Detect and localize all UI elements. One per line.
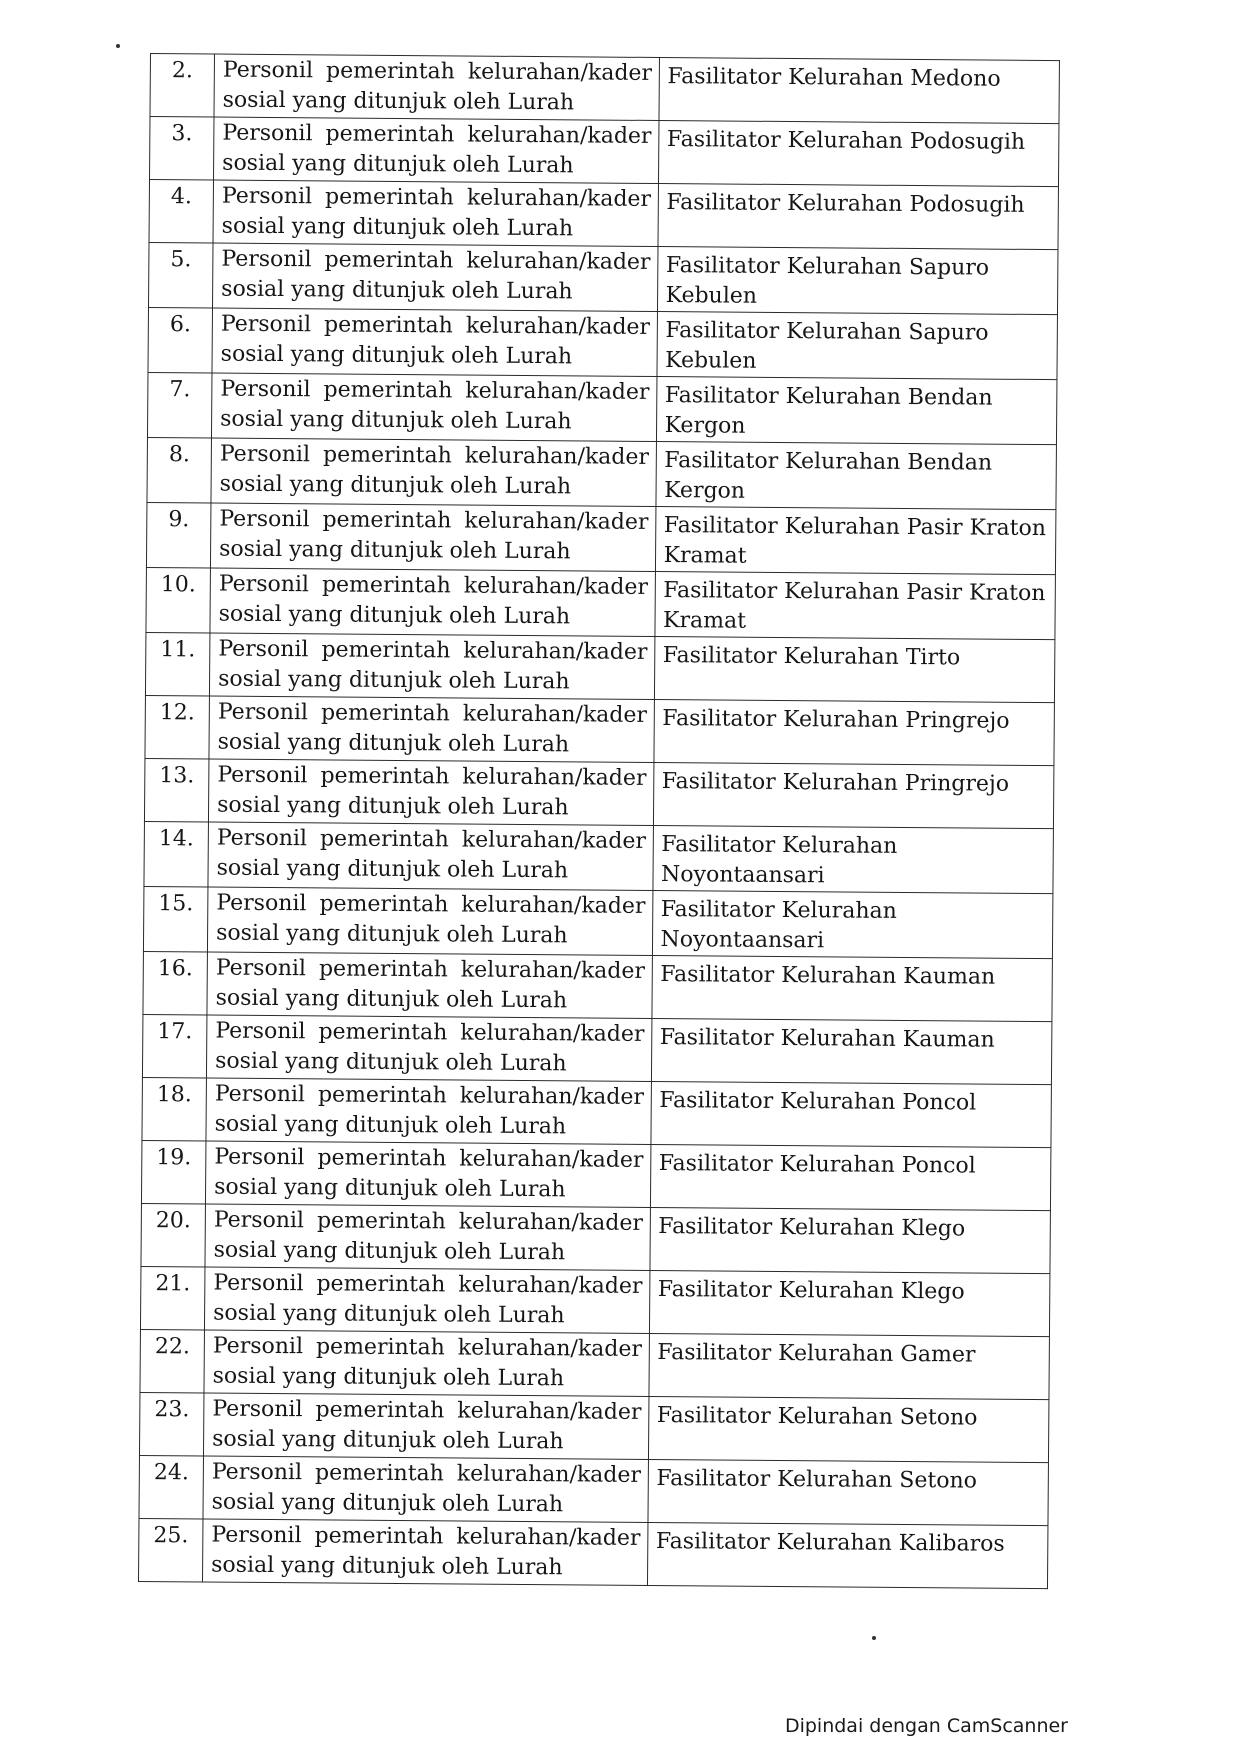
- facilitator-role: Fasilitator Kelurahan Poncol: [650, 1081, 1051, 1147]
- row-number: 15.: [143, 886, 208, 952]
- facilitator-role: Fasilitator Kelurahan Klego: [649, 1270, 1050, 1336]
- row-number: 4.: [149, 180, 214, 244]
- description-line-1: Personil pemerintah kelurahan/kader: [214, 1081, 645, 1110]
- personnel-description: [204, 1330, 649, 1396]
- facilitator-role: Fasilitator Kelurahan Tirto: [654, 636, 1055, 702]
- table-body: [138, 54, 1059, 1589]
- row-number: 13.: [144, 758, 209, 822]
- row-number: 14.: [144, 821, 209, 887]
- description-line-2: sosial yang ditunjuk oleh Lurah: [215, 985, 568, 1014]
- camscanner-footer: Dipindai dengan CamScanner: [784, 1715, 1068, 1737]
- row-number: 12.: [145, 695, 210, 759]
- description-line-1: Personil pemerintah kelurahan/kader: [222, 120, 652, 149]
- personnel-description: [209, 759, 654, 825]
- facilitator-role: Fasilitator Kelurahan Sapuro Kebulen: [657, 246, 1058, 314]
- description-line-2: sosial yang ditunjuk oleh Lurah: [218, 666, 570, 695]
- table-row: [149, 180, 1058, 250]
- facilitator-role: Fasilitator Kelurahan Sapuro Kebulen: [657, 311, 1058, 379]
- table-row: [149, 242, 1058, 314]
- facilitator-role: Fasilitator Kelurahan Bendan Kergon: [656, 376, 1057, 444]
- description-line-2: sosial yang ditunjuk oleh Lurah: [215, 1048, 567, 1077]
- facilitator-role: Fasilitator Kelurahan Podosugih: [658, 183, 1059, 249]
- description-line-2: sosial yang ditunjuk oleh Lurah: [214, 1111, 567, 1140]
- description-line-1: Personil pemerintah kelurahan/kader: [219, 441, 650, 470]
- description-line-2: sosial yang ditunjuk oleh Lurah: [217, 792, 569, 821]
- facilitator-role: Fasilitator Kelurahan Medono: [659, 57, 1060, 123]
- row-number: 21.: [140, 1266, 205, 1330]
- row-number: 7.: [147, 372, 212, 438]
- facilitator-role: Fasilitator Kelurahan Setono: [648, 1459, 1049, 1525]
- description-line-1: Personil pemerintah kelurahan/kader: [219, 506, 649, 535]
- table-row: [144, 758, 1053, 828]
- description-line-2: sosial yang ditunjuk oleh Lurah: [222, 87, 575, 116]
- table-row: [150, 117, 1059, 187]
- table-row: [143, 951, 1052, 1021]
- facilitator-role: Fasilitator Kelurahan Kalibaros: [647, 1522, 1048, 1588]
- description-line-1: Personil pemerintah kelurahan/kader: [222, 57, 653, 86]
- description-line-2: sosial yang ditunjuk oleh Lurah: [211, 1489, 564, 1518]
- row-number: 6.: [148, 307, 213, 373]
- table-row: [139, 1455, 1048, 1525]
- table-row: [139, 1392, 1048, 1462]
- facilitator-role: Fasilitator Kelurahan Setono: [648, 1396, 1049, 1462]
- row-number: 8.: [147, 437, 212, 503]
- table-row: [150, 54, 1059, 124]
- personnel-description: [208, 887, 653, 955]
- personnel-description: [213, 243, 658, 311]
- table-row: [140, 1329, 1049, 1399]
- description-line-1: Personil pemerintah kelurahan/kader: [216, 890, 646, 919]
- row-number: 23.: [139, 1392, 204, 1456]
- row-number: 20.: [141, 1203, 206, 1267]
- personnel-description: [212, 373, 657, 441]
- table-row: [146, 502, 1055, 574]
- description-line-1: Personil pemerintah kelurahan/kader: [214, 1144, 644, 1173]
- facilitator-role: Fasilitator Kelurahan Pasir Kraton Kramat: [655, 506, 1056, 574]
- description-line-1: Personil pemerintah kelurahan/kader: [212, 1333, 643, 1362]
- facilitator-role: Fasilitator Kelurahan Pringrejo: [653, 762, 1054, 828]
- table-row: [138, 1518, 1047, 1588]
- row-number: 24.: [139, 1455, 204, 1519]
- personnel-description: [207, 952, 652, 1018]
- personnel-description: [212, 308, 657, 376]
- row-number: 22.: [140, 1329, 205, 1393]
- row-number: 3.: [150, 117, 215, 181]
- facilitator-role: Fasilitator Kelurahan Poncol: [650, 1144, 1051, 1210]
- facilitator-role: Fasilitator Kelurahan Kauman: [651, 1018, 1052, 1084]
- table-row: [140, 1266, 1049, 1336]
- scan-speck: [872, 1636, 876, 1640]
- description-line-2: sosial yang ditunjuk oleh Lurah: [212, 1426, 564, 1455]
- table-row: [145, 632, 1054, 702]
- description-line-1: Personil pemerintah kelurahan/kader: [220, 311, 651, 340]
- facilitator-role: Fasilitator Kelurahan Bendan Kergon: [656, 441, 1057, 509]
- description-line-2: sosial yang ditunjuk oleh Lurah: [219, 471, 572, 500]
- description-line-2: sosial yang ditunjuk oleh Lurah: [216, 855, 569, 884]
- row-number: 5.: [149, 242, 214, 308]
- description-line-2: sosial yang ditunjuk oleh Lurah: [220, 341, 573, 370]
- facilitator-role: Fasilitator Kelurahan Pasir Kraton Kramat: [654, 571, 1055, 639]
- personnel-description: [214, 117, 659, 183]
- row-number: 11.: [145, 632, 210, 696]
- description-line-1: Personil pemerintah kelurahan/kader: [221, 246, 651, 275]
- description-line-2: sosial yang ditunjuk oleh Lurah: [211, 1552, 563, 1581]
- personnel-description: [203, 1456, 648, 1522]
- description-line-1: Personil pemerintah kelurahan/kader: [212, 1396, 642, 1425]
- description-line-2: sosial yang ditunjuk oleh Lurah: [220, 406, 572, 435]
- personnel-description: [214, 54, 659, 120]
- personnel-description: [203, 1519, 648, 1585]
- table-row: [141, 1140, 1050, 1210]
- personnel-description: [206, 1078, 651, 1144]
- personnel-description: [211, 438, 656, 506]
- description-line-2: sosial yang ditunjuk oleh Lurah: [219, 536, 571, 565]
- personnel-description: [213, 180, 658, 246]
- description-line-2: sosial yang ditunjuk oleh Lurah: [214, 1174, 566, 1203]
- description-line-2: sosial yang ditunjuk oleh Lurah: [217, 729, 570, 758]
- description-line-1: Personil pemerintah kelurahan/kader: [211, 1522, 641, 1551]
- personnel-description: [205, 1267, 650, 1333]
- description-line-1: Personil pemerintah kelurahan/kader: [217, 699, 648, 728]
- description-line-1: Personil pemerintah kelurahan/kader: [213, 1207, 644, 1236]
- table-row: [146, 567, 1055, 639]
- facilitator-role: Fasilitator Kelurahan Noyontaansari: [652, 890, 1053, 958]
- table-row: [147, 437, 1056, 509]
- scan-speck: [116, 44, 120, 48]
- facilitator-role: Fasilitator Kelurahan Klego: [650, 1207, 1051, 1273]
- description-line-1: Personil pemerintah kelurahan/kader: [216, 825, 647, 854]
- description-line-1: Personil pemerintah kelurahan/kader: [218, 571, 649, 600]
- personnel-description: [204, 1393, 649, 1459]
- description-line-1: Personil pemerintah kelurahan/kader: [218, 636, 648, 665]
- row-number: 17.: [142, 1014, 207, 1078]
- row-number: 16.: [143, 951, 208, 1015]
- description-line-2: sosial yang ditunjuk oleh Lurah: [213, 1300, 565, 1329]
- table-row: [145, 695, 1054, 765]
- row-number: 9.: [146, 502, 211, 568]
- facilitator-role: Fasilitator Kelurahan Gamer: [649, 1333, 1050, 1399]
- facilitator-role: Fasilitator Kelurahan Pringrejo: [653, 699, 1054, 765]
- row-number: 10.: [146, 567, 211, 633]
- facilitator-role: Fasilitator Kelurahan Podosugih: [658, 120, 1059, 186]
- personnel-description: [209, 696, 654, 762]
- description-line-1: Personil pemerintah kelurahan/kader: [217, 762, 647, 791]
- personnel-description: [207, 1015, 652, 1081]
- table-row: [142, 1014, 1051, 1084]
- table-row: [144, 821, 1053, 893]
- description-line-1: Personil pemerintah kelurahan/kader: [221, 183, 652, 212]
- table-row: [142, 1077, 1051, 1147]
- description-line-2: sosial yang ditunjuk oleh Lurah: [221, 276, 573, 305]
- facilitator-role: Fasilitator Kelurahan Noyontaansari: [652, 825, 1053, 893]
- personnel-description: [210, 633, 655, 699]
- row-number: 25.: [138, 1518, 203, 1582]
- description-line-2: sosial yang ditunjuk oleh Lurah: [216, 920, 568, 949]
- personnel-description: [205, 1204, 650, 1270]
- description-line-1: Personil pemerintah kelurahan/kader: [215, 955, 646, 984]
- description-line-2: sosial yang ditunjuk oleh Lurah: [221, 213, 574, 242]
- personnel-description: [210, 568, 655, 636]
- description-line-1: Personil pemerintah kelurahan/kader: [220, 376, 650, 405]
- personnel-description: [206, 1141, 651, 1207]
- personnel-description: [211, 503, 656, 571]
- description-line-2: sosial yang ditunjuk oleh Lurah: [222, 150, 574, 179]
- description-line-2: sosial yang ditunjuk oleh Lurah: [212, 1363, 565, 1392]
- row-number: 19.: [141, 1140, 206, 1204]
- row-number: 2.: [150, 54, 215, 118]
- description-line-1: Personil pemerintah kelurahan/kader: [215, 1018, 645, 1047]
- personnel-table: [138, 53, 1060, 1589]
- table-row: [148, 307, 1057, 379]
- table-row: [141, 1203, 1050, 1273]
- personnel-description: [208, 822, 653, 890]
- description-line-2: sosial yang ditunjuk oleh Lurah: [213, 1237, 566, 1266]
- table-row: [143, 886, 1052, 958]
- description-line-1: Personil pemerintah kelurahan/kader: [211, 1459, 642, 1488]
- table-row: [147, 372, 1056, 444]
- description-line-1: Personil pemerintah kelurahan/kader: [213, 1270, 643, 1299]
- description-line-2: sosial yang ditunjuk oleh Lurah: [218, 601, 571, 630]
- facilitator-role: Fasilitator Kelurahan Kauman: [651, 955, 1052, 1021]
- row-number: 18.: [142, 1077, 207, 1141]
